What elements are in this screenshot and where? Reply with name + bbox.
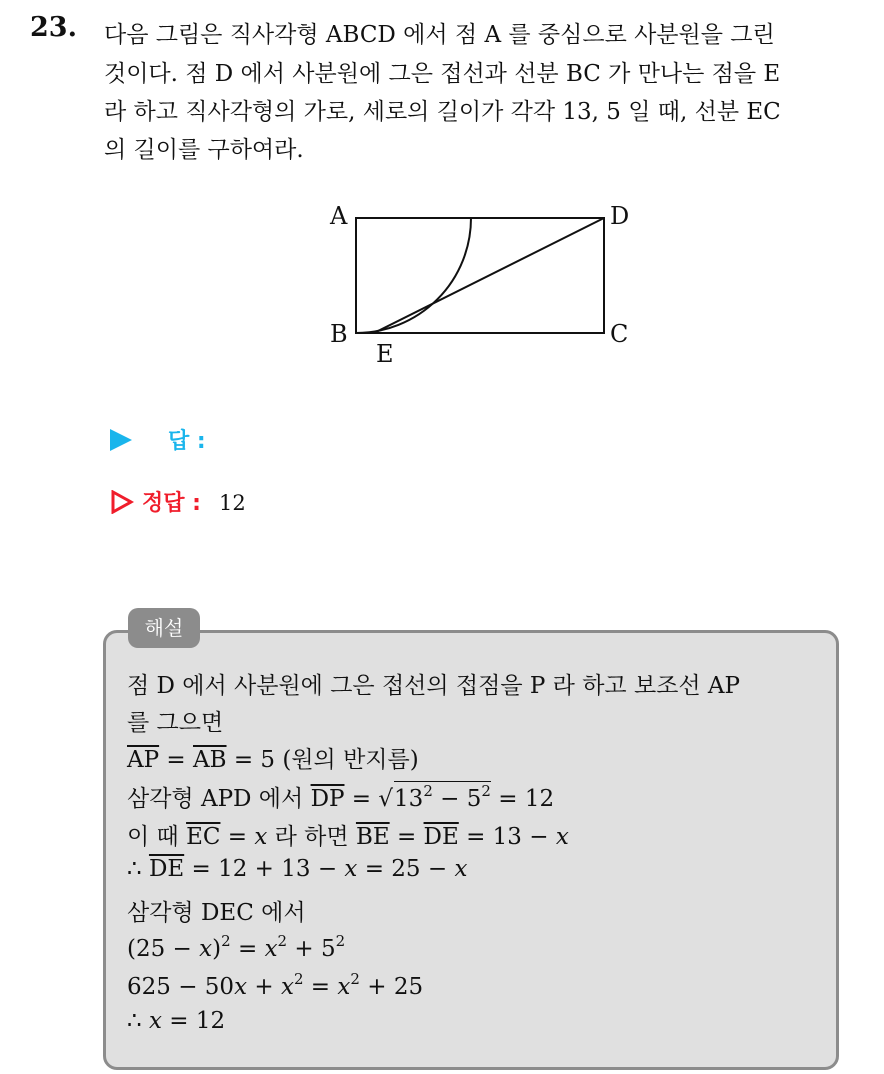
solution-line-9: $625 - 50x + x^2 = x^2 + 25$ xyxy=(127,970,424,1000)
play-triangle-icon xyxy=(110,429,132,451)
correct-answer-row xyxy=(110,486,246,517)
segment-de: $\overline{DE}$ xyxy=(423,824,459,850)
solution-line-1: 점 D 에서 사분원에 그은 접선의 접점을 P 라 하고 보조선 AP xyxy=(127,673,741,699)
answer-row xyxy=(110,424,206,455)
question-line-2: 것이다. 점 D 에서 사분원에 그은 접선과 선분 BC 가 만나는 점을 E xyxy=(104,61,781,87)
correct-answer-label: 정답 : xyxy=(142,491,201,516)
question-line-4: 의 길이를 구하여라. xyxy=(104,137,304,163)
segment-ab: $\overline{AB}$ xyxy=(193,747,227,773)
question-number: 23. xyxy=(30,12,77,43)
question-line-1: 다음 그림은 직사각형 ABCD 에서 점 A 를 중심으로 사분원을 그린 xyxy=(104,22,775,48)
solution-line-8: $(25 - x)^2 = x^2 + 5^2$ xyxy=(127,932,346,962)
solution-line-3: $\overline{AP} = \overline{AB} = 5$ (원의 반지름) xyxy=(127,747,419,773)
segment-de-2: $\overline{DE}$ xyxy=(148,856,185,882)
sqrt-radicand: $13^2 - 5^2$ xyxy=(394,782,491,812)
tangent-line-de xyxy=(374,218,604,333)
quarter-circle-arc xyxy=(356,218,471,333)
correct-answer-value: 12 xyxy=(218,491,246,515)
answer-label: 답 : xyxy=(168,429,206,454)
solution-line-6: ∴ $\overline{DE} = 12 + 13 - x = 25 - x$ xyxy=(127,856,468,882)
solution-line-2: 를 그으면 xyxy=(127,710,224,736)
label-b: B xyxy=(330,320,348,348)
solution-line-5: 이 때 $\overline{EC} = x$ 라 하면 $\overline{BE} = \overline{DE} = 13 - x$ xyxy=(127,824,569,850)
rectangle-abcd xyxy=(356,218,604,333)
solution-line-4: 삼각형 APD 에서 $\overline{DP} = √13^2 - 5^2 = 12$ xyxy=(127,782,555,812)
sqrt-sign: √ xyxy=(378,786,394,812)
outline-triangle-icon xyxy=(110,490,134,514)
label-a: A xyxy=(330,202,348,230)
segment-dp: $\overline{DP}$ xyxy=(310,786,345,812)
label-d: D xyxy=(610,202,630,230)
label-e: E xyxy=(376,340,394,368)
solution-line-10: ∴ x = 12 xyxy=(127,1008,226,1034)
solution-line-7: 삼각형 DEC 에서 xyxy=(127,900,306,926)
segment-ec: $\overline{EC}$ xyxy=(186,824,221,850)
segment-be: $\overline{BE}$ xyxy=(355,824,390,850)
solution-tab: 해설 xyxy=(128,608,200,648)
segment-ap: $\overline{AP}$ xyxy=(127,747,160,773)
question-line-3: 라 하고 직사각형의 가로, 세로의 길이가 각각 13, 5 일 때, 선분 EC xyxy=(104,99,781,125)
label-c: C xyxy=(610,320,629,348)
rectangle-figure xyxy=(320,190,640,380)
